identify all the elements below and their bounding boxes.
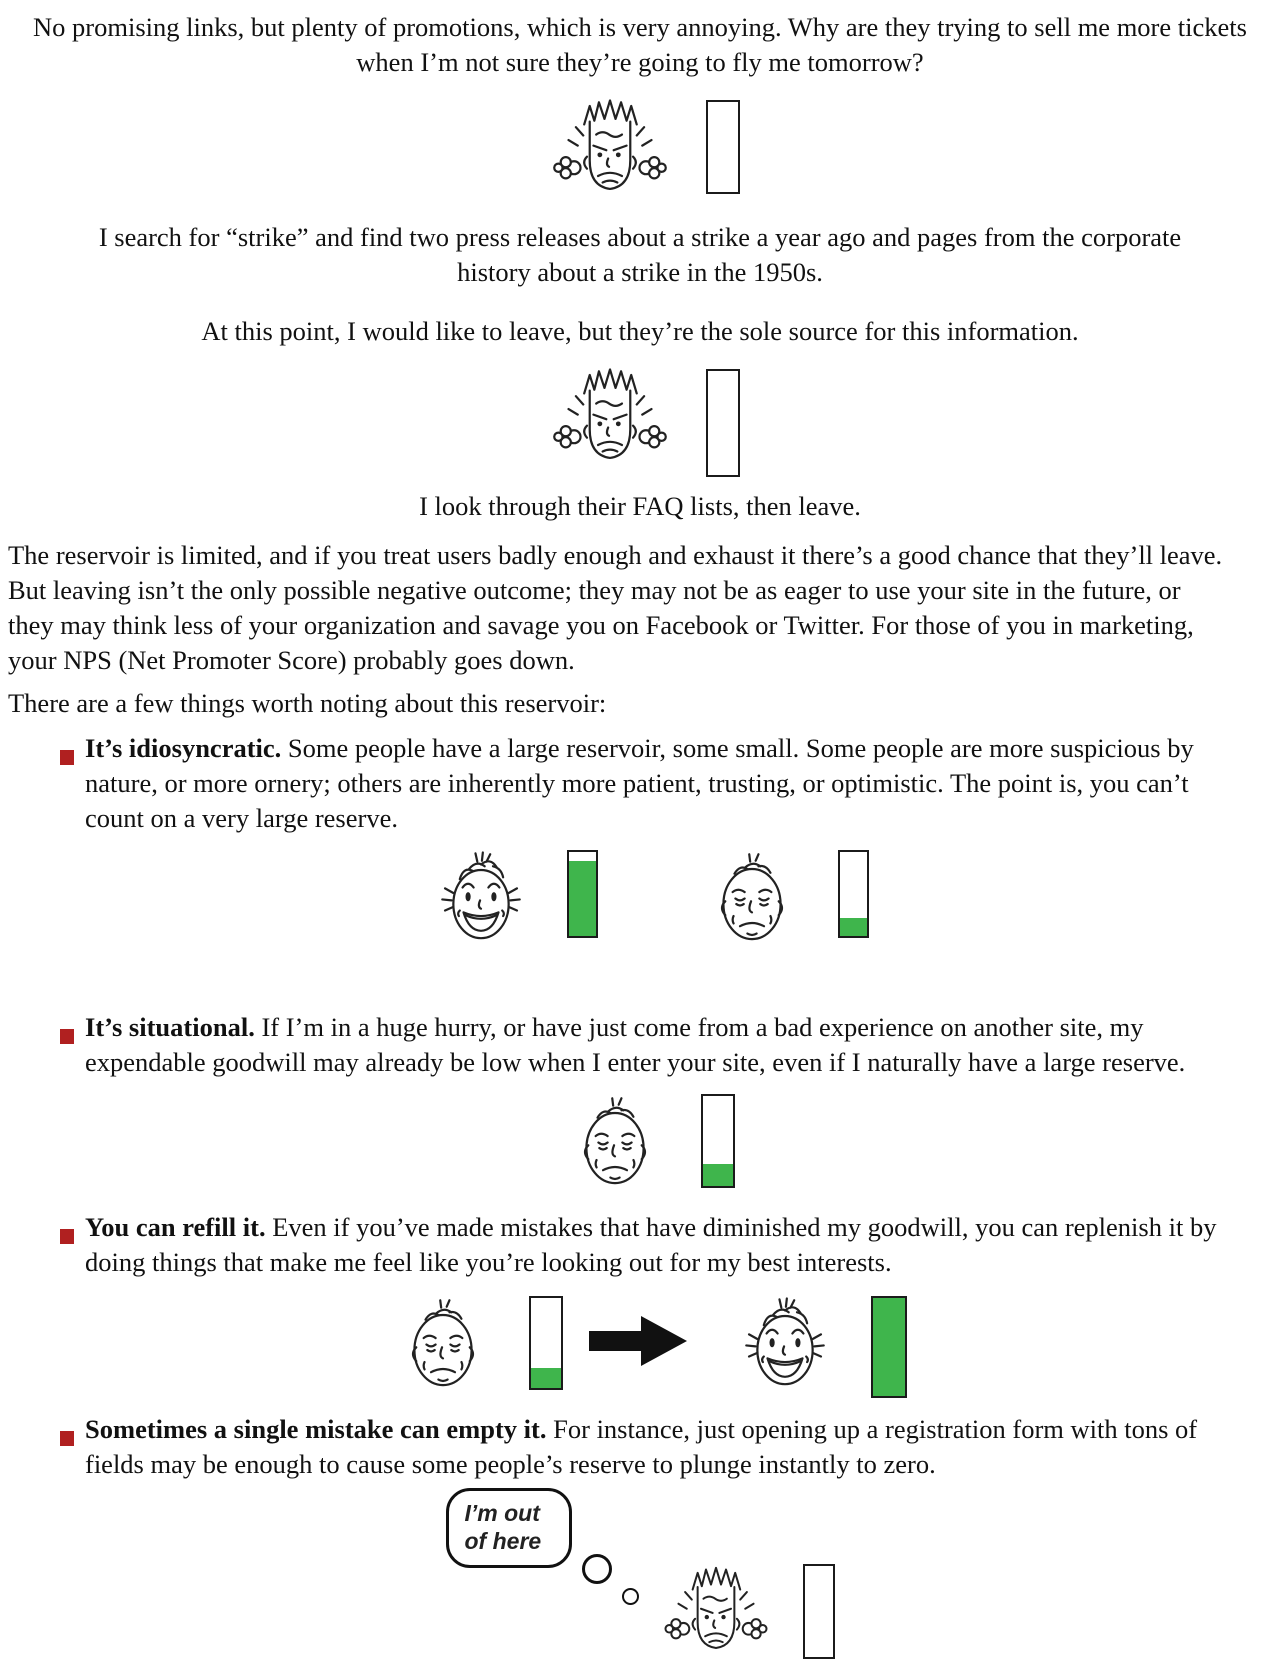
thought-trail-circle-large [582,1554,612,1584]
paragraph-sole-source: At this point, I would like to leave, but they’re the sole source for this information. [201,316,1079,346]
bullet-idiosyncratic [60,731,1240,836]
goodwill-level [703,1164,733,1187]
paragraph-reservoir-limited: The reservoir is limited, and if you treat users badly enough and exhaust it there’s a good chance that they’ll leave. But leaving isn’t the only possible negative outcome; they may not be as eager to use your site in the future, or they may think less of your organization and savage you on Facebook or Twitter. For those of you in marketing, your NPS (Net Promoter Score) probably goes down. [8,540,1223,675]
bullet-single-mistake-text: Sometimes a single mistake can empty it. For instance, just opening up a registration form with tons of fields may be enough to cause some people’s reserve to plunge instantly to zero. [85,1414,1198,1479]
goodwill-level [873,1298,905,1396]
figure-user-leaving-empty-reservoir [0,1488,1280,1666]
paragraph-things-worth-noting: There are a few things worth noting about this reservoir: [8,688,607,718]
paragraph-search-strike: I search for “strike” and find two press releases about a strike a year ago and pages from the corporate history about a strike in the 1950s. [98,222,1182,287]
glum-face-icon [373,1292,513,1398]
figure-situational-low-goodwill [0,1090,1280,1196]
large-reservoir-user [411,846,598,952]
after-refill-user [715,1292,907,1398]
thought-bubble [446,1488,572,1568]
angry-face-icon [540,363,680,469]
bullet-single-mistake [60,1412,1240,1482]
bullet-situational-text: It’s situational. If I’m in a huge hurry, or have just come from a bad experience on another site, my expendable goodwill may already be low when I enter your site, even if I naturally have a large reserve. [85,1012,1186,1077]
angry-face-icon [540,94,680,200]
paragraph-faq-leave: I look through their FAQ lists, then leave. [419,491,861,521]
glum-face-icon [682,846,822,952]
thought-bubble-text: I’m out of here [464,1500,542,1554]
bullet-situational [60,1010,1240,1080]
happy-face-icon [715,1292,855,1398]
bullet-refill-text: You can refill it. Even if you’ve made mistakes that have diminished my goodwill, you can replenish it by doing things that make me feel like you’re looking out for my best interests. [85,1212,1217,1277]
goodwill-meter [706,369,740,477]
bullet-idiosyncratic-text: It’s idiosyncratic. Some people have a large reservoir, some small. Some people are more suspicious by nature, or more ornery; others are inherently more patient, trusting, or optimistic. The point is, you can’t count on a very large reserve. [85,733,1194,833]
figure-frustrated-user-1 [0,94,1280,200]
before-refill-user [373,1292,563,1398]
bullet-square-icon [60,1431,74,1446]
angry-face-icon [653,1562,779,1658]
goodwill-meter [706,100,740,194]
figure-idiosyncratic-reservoirs [0,846,1280,952]
goodwill-meter [701,1094,735,1188]
right-arrow-icon [589,1314,689,1368]
happy-face-icon [411,846,551,952]
bullet-square-icon [60,750,74,765]
figure-refill-goodwill [0,1292,1280,1398]
paragraph-promotions: No promising links, but plenty of promotions, which is very annoying. Why are they trying to sell me more tickets when I’m not sure they’re going to fly me tomorrow? [33,12,1247,77]
goodwill-level [531,1368,561,1388]
bullet-square-icon [60,1029,74,1044]
goodwill-level [569,861,596,936]
figure-frustrated-user-2 [0,363,1280,477]
small-reservoir-user [682,846,869,952]
goodwill-meter [567,850,598,938]
goodwill-meter [838,850,869,938]
goodwill-meter [529,1296,563,1390]
bullet-square-icon [60,1229,74,1244]
thought-trail-circle-small [622,1588,639,1605]
goodwill-meter [803,1564,835,1659]
glum-face-icon [545,1090,685,1196]
bullet-refill [60,1210,1240,1280]
goodwill-level [840,918,867,936]
goodwill-meter [871,1296,907,1398]
